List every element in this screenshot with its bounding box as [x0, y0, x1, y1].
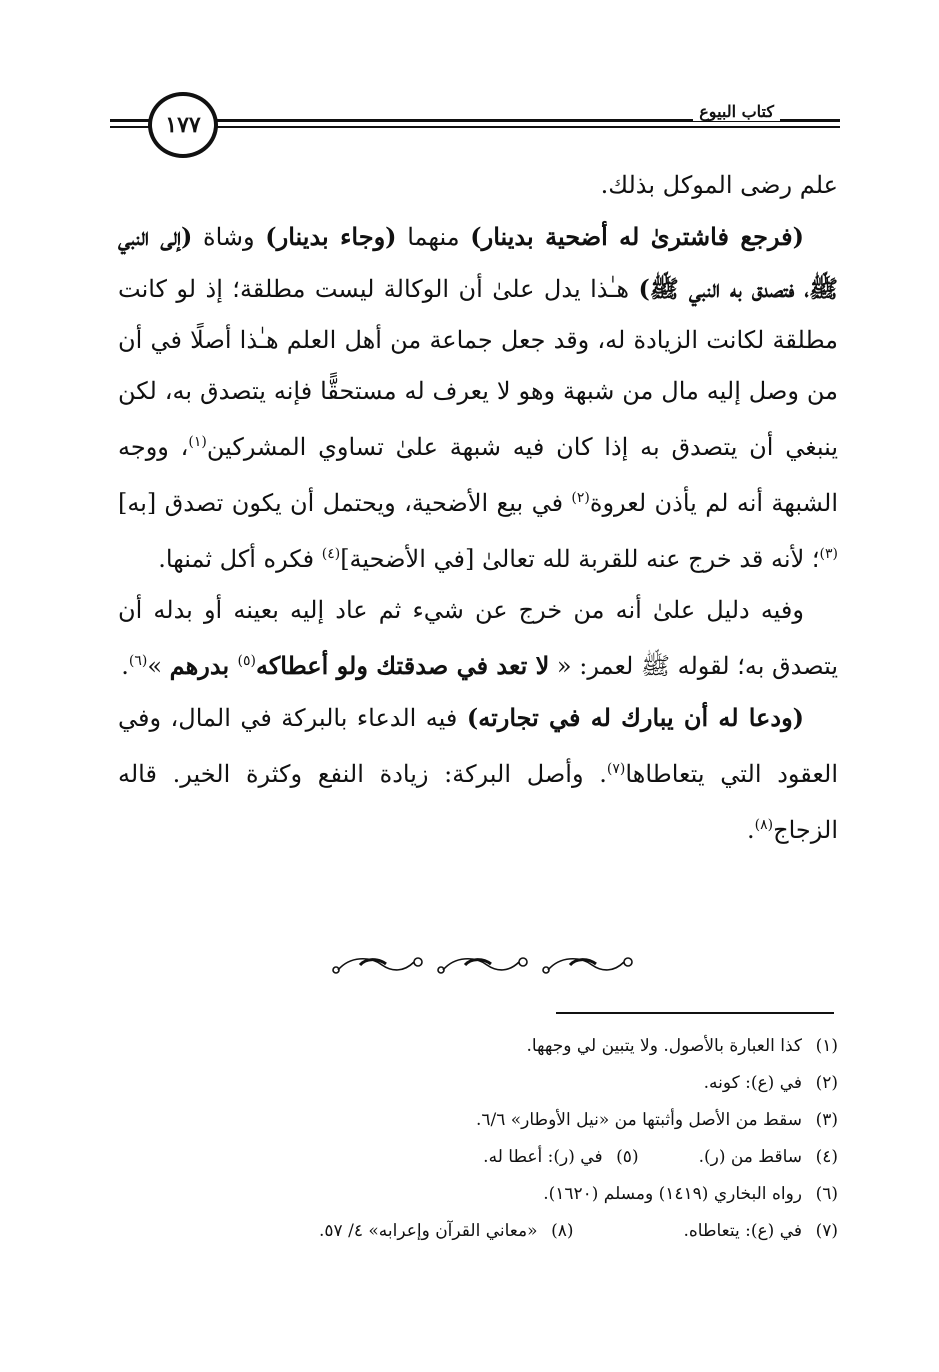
footnote-2	[118, 1065, 838, 1102]
header-rule-left-thin	[110, 126, 150, 128]
text-run: وشاة	[192, 223, 266, 251]
footnote-text: في (ع): يتعاطاه.	[683, 1221, 802, 1241]
hadith-quote: بدرهم	[169, 651, 238, 680]
matn-quote: (ودعا له أن يبارك له في تجارته)	[466, 703, 805, 732]
text-run: .	[121, 652, 129, 680]
footnote-ref: (٥)	[237, 653, 256, 669]
text-run: »	[147, 652, 170, 680]
footnote-number: (٣)	[815, 1110, 838, 1130]
footnote-number: (٧)	[815, 1221, 838, 1241]
header-rule-left	[110, 119, 150, 122]
paragraph-1-text: علم رضى الموكل بذلك.	[600, 171, 838, 199]
matn-quote: (فرجع فاشترىٰ له أضحية بدينار)	[470, 222, 805, 251]
footnote-number: (٦)	[815, 1184, 838, 1204]
footnote-text: «معاني القرآن وإعرابه» ٤/ ٥٧.	[319, 1221, 538, 1241]
paragraph-2	[118, 211, 838, 585]
text-run: فيه الدعاء بالبركة في المال، وفي العقود التي يتعاطاها	[118, 704, 838, 788]
footnote-ref: (٨)	[754, 817, 774, 833]
footnote-6	[118, 1176, 838, 1213]
footnote-number: (١)	[815, 1036, 838, 1056]
text-run: .	[747, 816, 755, 844]
footnote-ref: (٢)	[571, 490, 590, 506]
footnote-text: رواه البخاري (١٤١٩) ومسلم (١٦٢٠).	[543, 1184, 802, 1204]
floral-divider-icon	[330, 950, 640, 980]
footnote-ref: (١)	[188, 434, 207, 450]
text-run: هـٰذا يدل علىٰ أن الوكالة ليست مطلقة؛ إذ لو كانت مطلقة لكانت الزيادة له، وقد جعل جماعة من أهل العلم هـٰذا أصلًا في أن من وصل إليه مال من شبهة وهو لا يعرف له مستحقًّا فإنه يتصدق به، لكن ينبغي أن يتصدق به إذا كان فيه شبهة علىٰ تساوي المشركين	[118, 275, 838, 461]
footnote-ref: (٤)	[321, 546, 341, 562]
footnote-text: كذا العبارة بالأصول. ولا يتبين لي وجهها.	[526, 1036, 802, 1056]
footnote-ref: (٧)	[606, 761, 626, 777]
footnote-number: (٢)	[815, 1073, 838, 1093]
footnote-1	[118, 1028, 838, 1065]
footnote-number: (٥)	[616, 1147, 639, 1167]
footnote-ref: (٣)	[819, 546, 838, 562]
footnote-7-8	[118, 1213, 838, 1250]
footnote-number: (٤)	[815, 1147, 838, 1167]
paragraph-1	[118, 160, 838, 211]
header-rule-right-thin	[210, 126, 840, 128]
footnote-text: في (ر): أعطا له.	[483, 1147, 603, 1167]
paragraph-4	[118, 692, 838, 856]
matn-quote: (وجاء بدينار)	[265, 222, 397, 251]
matn-quote: (إلى النبي ﷺ، فتصدق به النبي ﷺ)	[118, 222, 838, 303]
text-run: في بيع الأضحية، ويحتمل أن يكون تصدق [به]	[118, 489, 572, 517]
footnote-text: سقط من الأصل وأثبتها من «نيل الأوطار» ٦/٦.	[475, 1110, 802, 1130]
hadith-quote: لا تعد في صدقتك ولو أعطاكه	[256, 651, 550, 680]
text-run: وفيه دليل علىٰ أنه من خرج عن شيء ثم عاد إليه بعينه أو بدله أن يتصدق به؛ لقوله ﷺ لعمر: «	[118, 596, 838, 680]
footnote-text: ساقط من (ر).	[698, 1147, 802, 1167]
footnote-text: في (ع): كونه.	[703, 1073, 802, 1093]
footnote-ref: (٦)	[128, 653, 148, 669]
paragraph-3	[118, 585, 838, 692]
footnote-number: (٨)	[551, 1221, 574, 1241]
main-text	[118, 160, 838, 856]
text-run: ؛ لأنه قد خرج عنه للقربة لله تعالىٰ [في الأضحية]	[340, 545, 820, 573]
running-title: كتاب البيوع	[693, 102, 780, 121]
footnote-separator	[556, 1012, 834, 1014]
footnotes	[118, 1028, 838, 1250]
footnote-4-5	[118, 1139, 838, 1176]
text-run: فكره أكل ثمنها.	[158, 545, 322, 573]
text-run: ، ووجه الشبهة أنه لم يأذن لعروة	[118, 433, 838, 517]
footnote-3	[118, 1102, 838, 1139]
page-number: ١٧٧	[148, 92, 218, 158]
text-run: . وأصل البركة: زيادة النفع وكثرة الخير. قاله الزجاج	[118, 760, 838, 844]
page-header	[110, 92, 840, 156]
text-run: منهما	[396, 223, 471, 251]
